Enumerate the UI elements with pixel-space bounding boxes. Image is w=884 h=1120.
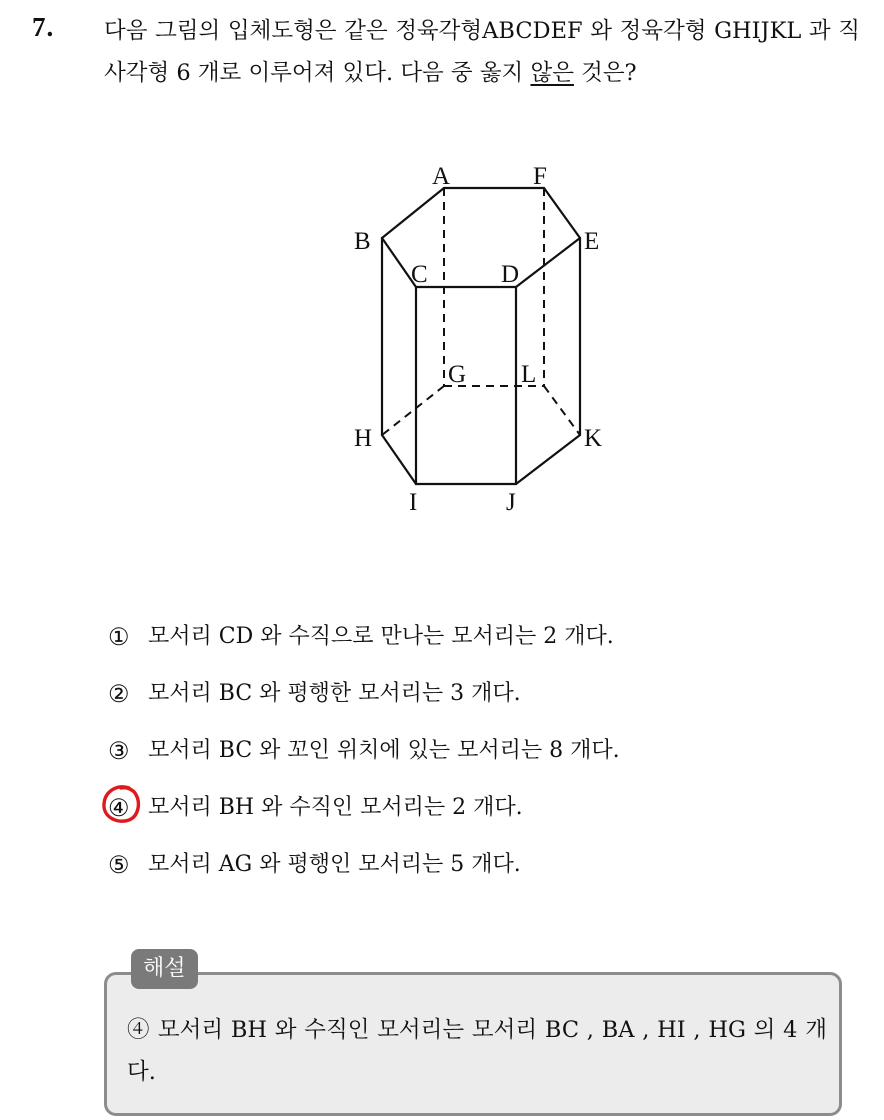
vertex-label-J: J — [506, 489, 516, 516]
edge-DE — [516, 238, 580, 287]
vertex-label-A: A — [432, 163, 451, 190]
vertex-label-G: G — [448, 361, 467, 388]
edge-JK — [516, 435, 580, 484]
vertex-label-I: I — [409, 489, 418, 516]
solution-text: ④ 모서리 BH 와 수직인 모서리는 모서리 BC , BA , HI , HG 의 4 개다. — [127, 1017, 827, 1085]
choice-1-number: ① — [108, 622, 130, 651]
hexagonal-prism-svg — [340, 160, 630, 520]
choice-4[interactable] — [108, 779, 828, 836]
vertex-label-L: L — [521, 361, 537, 388]
answer-mark-circle-icon — [99, 782, 143, 826]
question-text-end: 것은? — [573, 60, 637, 86]
question-underlined-word: 않은 — [530, 60, 574, 86]
vertex-label-E: E — [584, 228, 600, 255]
choice-5[interactable] — [108, 836, 828, 893]
choice-1[interactable] — [108, 608, 828, 665]
choice-2-number: ② — [108, 679, 130, 708]
vertex-label-C: C — [411, 261, 428, 288]
vertex-label-K: K — [584, 425, 603, 452]
choice-4-number — [108, 788, 148, 828]
question-text — [104, 10, 860, 94]
question-number: 7. — [32, 12, 55, 42]
hexagonal-prism-figure — [340, 160, 630, 520]
choice-4-number-text: ④ — [108, 793, 130, 822]
choice-5-number: ⑤ — [108, 850, 130, 879]
choice-3[interactable] — [108, 722, 828, 779]
edge-AB — [382, 188, 444, 238]
vertex-label-F: F — [533, 163, 547, 190]
edge-FE — [544, 188, 580, 238]
choice-2[interactable] — [108, 665, 828, 722]
choice-2-text: 모서리 BC 와 평행한 모서리는 3 개다. — [148, 680, 521, 706]
choice-3-text: 모서리 BC 와 꼬인 위치에 있는 모서리는 8 개다. — [148, 737, 620, 763]
choice-5-text: 모서리 AG 와 평행인 모서리는 5 개다. — [148, 851, 521, 877]
choice-4-text: 모서리 BH 와 수직인 모서리는 2 개다. — [148, 794, 523, 820]
vertex-label-B: B — [354, 228, 371, 255]
edge-GH-hidden — [382, 386, 444, 435]
choice-3-number: ③ — [108, 736, 130, 765]
edge-LK-hidden — [544, 386, 580, 435]
question-text-main: 다음 그림의 입체도형은 같은 정육각형ABCDEF 와 정육각형 GHIJKL 과 직사각형 6 개로 이루어져 있다. 다음 중 옳지 — [104, 18, 860, 86]
choice-1-text: 모서리 CD 와 수직으로 만나는 모서리는 2 개다. — [148, 623, 614, 649]
solution-box — [104, 956, 842, 1116]
edge-HI — [382, 435, 416, 484]
solution-tag: 해설 — [131, 949, 198, 989]
choice-list — [108, 608, 828, 893]
vertex-label-H: H — [354, 425, 373, 452]
vertex-label-D: D — [501, 261, 520, 288]
